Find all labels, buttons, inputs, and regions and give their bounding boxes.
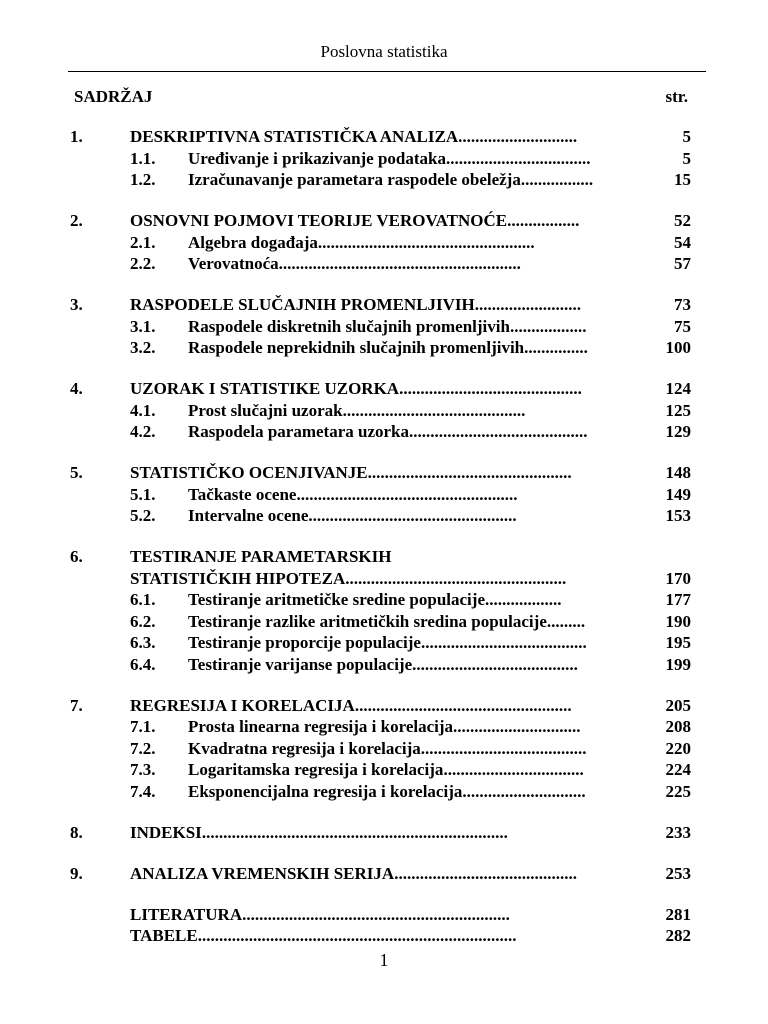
section-title: DESKRIPTIVNA STATISTIČKA ANALIZA bbox=[130, 127, 459, 146]
subsection-title-line bbox=[188, 632, 587, 654]
page-reference: 199 bbox=[665, 654, 691, 674]
subsection-title: Testiranje proporcije populacije bbox=[188, 633, 421, 652]
dot-leader: ....................................... bbox=[412, 654, 578, 674]
subsection-number: 1.2. bbox=[130, 170, 156, 189]
subsection-title: Izračunavanje parametara raspodele obeležja bbox=[188, 170, 521, 189]
subsection-title-line bbox=[188, 654, 578, 676]
page-reference: 225 bbox=[665, 781, 691, 801]
toc-title: SADRŽAJ bbox=[74, 87, 153, 106]
section-spacer bbox=[0, 275, 768, 295]
toc-subsection-row bbox=[0, 632, 768, 654]
subsection-number: 6.2. bbox=[130, 611, 156, 631]
subsection-title: Uređivanje i prikazivanje podataka bbox=[188, 148, 447, 168]
page-reference: 148 bbox=[665, 463, 691, 482]
section-title-line bbox=[130, 904, 510, 926]
section-number: 5. bbox=[70, 463, 83, 482]
page-reference: 208 bbox=[665, 717, 691, 736]
subsection-title-line bbox=[188, 232, 535, 254]
subsection-title: Intervalne ocene bbox=[188, 506, 309, 525]
section-number: 6. bbox=[70, 547, 83, 566]
page-reference: 73 bbox=[674, 295, 691, 314]
toc-subsection-row bbox=[0, 232, 768, 254]
page-reference: 195 bbox=[665, 633, 691, 652]
subsection-title: Testiranje aritmetičke sredine populacije bbox=[188, 590, 485, 609]
toc-section-row bbox=[0, 378, 768, 400]
toc-subsection-row bbox=[0, 611, 768, 633]
subsection-number: 3.2. bbox=[130, 338, 156, 357]
dot-leader: ............... bbox=[524, 338, 588, 357]
subsection-number: 6.1. bbox=[130, 590, 156, 609]
subsection-number: 4.2. bbox=[130, 422, 156, 441]
subsection-title: Kvadratna regresija i korelacija bbox=[188, 738, 421, 758]
dot-leader: ............................ bbox=[458, 127, 578, 146]
section-spacer bbox=[0, 191, 768, 211]
toc-subsection-row bbox=[0, 654, 768, 676]
subsection-number: 7.1. bbox=[130, 717, 156, 736]
subsection-number: 2.1. bbox=[130, 232, 156, 252]
toc-subsection-row bbox=[0, 589, 768, 611]
page-reference: 153 bbox=[665, 506, 691, 525]
page-reference: 15 bbox=[674, 170, 691, 189]
page-reference: 149 bbox=[665, 484, 691, 504]
dot-leader: ................................................... bbox=[354, 695, 572, 715]
toc-subsection-row bbox=[0, 759, 768, 781]
toc-subsection-row bbox=[0, 781, 768, 803]
toc-section-row bbox=[0, 462, 768, 484]
dot-leader: ........................................................................... bbox=[197, 926, 517, 945]
subsection-number: 7.4. bbox=[130, 781, 156, 801]
dot-leader: ............................................................... bbox=[242, 904, 510, 924]
subsection-title: Algebra događaja bbox=[188, 232, 318, 252]
section-title-line bbox=[130, 126, 577, 148]
toc-subsection-row bbox=[0, 421, 768, 443]
subsection-number: 6.3. bbox=[130, 633, 156, 652]
subsection-title-line bbox=[188, 421, 587, 443]
page-reference: 5 bbox=[682, 148, 691, 168]
page-reference: 125 bbox=[665, 400, 691, 420]
section-spacer bbox=[0, 802, 768, 822]
dot-leader: ........................................... bbox=[394, 863, 577, 883]
subsection-title-line bbox=[188, 505, 517, 527]
section-number: 1. bbox=[70, 127, 83, 146]
subsection-number: 6.4. bbox=[130, 654, 156, 674]
dot-leader: ................................................. bbox=[308, 506, 517, 525]
toc-subsection-row bbox=[0, 484, 768, 506]
subsection-number: 5.2. bbox=[130, 506, 156, 525]
subsection-title: Testiranje varijanse populacije bbox=[188, 654, 413, 674]
toc-subsection-row bbox=[0, 505, 768, 527]
table-of-contents bbox=[0, 126, 768, 947]
toc-heading-row bbox=[74, 87, 688, 107]
toc-subsection-row bbox=[0, 169, 768, 191]
page-reference: 253 bbox=[665, 863, 691, 883]
dot-leader: ........................................... bbox=[342, 400, 526, 420]
toc-subsection-row bbox=[0, 148, 768, 170]
section-number: 2. bbox=[70, 211, 83, 230]
section-title-line bbox=[130, 546, 392, 568]
dot-leader: ......... bbox=[546, 611, 586, 631]
section-spacer bbox=[0, 527, 768, 547]
toc-subsection-row bbox=[0, 738, 768, 760]
page-reference: 52 bbox=[674, 211, 691, 230]
subsection-title-line bbox=[188, 148, 591, 170]
page-column-label: str. bbox=[665, 87, 688, 106]
subsection-title: Raspodela parametara uzorka bbox=[188, 422, 409, 441]
dot-leader: ................................................ bbox=[367, 463, 572, 482]
dot-leader: ........................................................................ bbox=[201, 822, 508, 842]
section-title: LITERATURA bbox=[130, 904, 243, 924]
dot-leader: ....................................... bbox=[420, 633, 587, 652]
section-number: 8. bbox=[70, 822, 83, 842]
page-reference: 100 bbox=[665, 338, 691, 357]
section-spacer bbox=[0, 884, 768, 904]
section-number: 9. bbox=[70, 863, 83, 883]
section-title-line bbox=[130, 378, 582, 400]
subsection-number: 7.2. bbox=[130, 738, 156, 758]
subsection-title: Verovatnoća bbox=[188, 254, 279, 273]
dot-leader: .................................................... bbox=[345, 568, 567, 588]
dot-leader: ......................................................... bbox=[278, 254, 521, 273]
dot-leader: .............................. bbox=[453, 717, 581, 736]
toc-section-row bbox=[0, 546, 768, 568]
dot-leader: .................. bbox=[485, 590, 562, 609]
section-title: OSNOVNI POJMOVI TEORIJE VEROVATNOĆE bbox=[130, 211, 508, 230]
section-title: STATISTIČKO OCENJIVANJE bbox=[130, 463, 368, 482]
page-reference: 220 bbox=[665, 738, 691, 758]
section-title-line bbox=[130, 822, 508, 844]
subsection-number: 2.2. bbox=[130, 254, 156, 273]
dot-leader: ................. bbox=[507, 211, 580, 230]
section-title: REGRESIJA I KORELACIJA bbox=[130, 695, 355, 715]
section-title-line bbox=[130, 210, 579, 232]
dot-leader: .......................................... bbox=[408, 422, 588, 441]
section-number: 3. bbox=[70, 295, 83, 314]
page-reference: 124 bbox=[665, 379, 691, 398]
subsection-title-line bbox=[188, 781, 586, 803]
subsection-number: 4.1. bbox=[130, 400, 156, 420]
section-title-line bbox=[130, 462, 572, 484]
subsection-title-line bbox=[188, 337, 588, 359]
running-header-title: Poslovna statistika bbox=[320, 42, 448, 61]
subsection-title-line bbox=[188, 400, 525, 422]
page-reference: 5 bbox=[682, 127, 691, 146]
subsection-title-line bbox=[188, 716, 581, 738]
dot-leader: ....................................... bbox=[420, 738, 587, 758]
subsection-number: 3.1. bbox=[130, 316, 156, 336]
subsection-title-line bbox=[188, 253, 521, 275]
page-reference: 281 bbox=[665, 904, 691, 924]
section-title-line bbox=[130, 695, 572, 717]
dot-leader: ........................................... bbox=[399, 379, 582, 398]
dot-leader: .................. bbox=[509, 316, 587, 336]
dot-leader: ................................. bbox=[443, 760, 584, 779]
page-reference: 75 bbox=[674, 316, 691, 336]
page-reference: 129 bbox=[665, 422, 691, 441]
subsection-title: Prosta linearna regresija i korelacija bbox=[188, 717, 454, 736]
toc-section-row bbox=[0, 210, 768, 232]
page-reference: 170 bbox=[665, 568, 691, 588]
page-reference: 205 bbox=[665, 695, 691, 715]
toc-section-row bbox=[0, 695, 768, 717]
subsection-title: Testiranje razlike aritmetičkih sredina populacije bbox=[188, 611, 547, 631]
subsection-title-line bbox=[188, 738, 587, 760]
section-spacer bbox=[0, 843, 768, 863]
subsection-title: Prost slučajni uzorak bbox=[188, 400, 343, 420]
toc-section-row bbox=[0, 904, 768, 926]
page-reference: 224 bbox=[665, 760, 691, 779]
subsection-title-line bbox=[188, 316, 586, 338]
dot-leader: ............................. bbox=[462, 781, 586, 801]
section-title: TABELE bbox=[130, 926, 198, 945]
header-rule bbox=[68, 71, 706, 72]
subsection-title: Raspodele diskretnih slučajnih promenljivih bbox=[188, 316, 510, 336]
section-spacer bbox=[0, 359, 768, 379]
subsection-number: 7.3. bbox=[130, 760, 156, 779]
page-reference: 190 bbox=[665, 611, 691, 631]
section-spacer bbox=[0, 443, 768, 463]
subsection-number: 5.1. bbox=[130, 484, 156, 504]
section-title: TESTIRANJE PARAMETARSKIH bbox=[130, 547, 392, 566]
section-title: RASPODELE SLUČAJNIH PROMENLJIVIH bbox=[130, 295, 475, 314]
toc-section-row bbox=[0, 294, 768, 316]
section-title-line bbox=[130, 294, 581, 316]
page-number: 1 bbox=[379, 950, 389, 970]
toc-subsection-row bbox=[0, 316, 768, 338]
toc-subsection-row bbox=[0, 337, 768, 359]
section-title-line bbox=[130, 568, 566, 590]
dot-leader: .................................................... bbox=[296, 484, 518, 504]
page-reference: 57 bbox=[674, 254, 691, 273]
subsection-title-line bbox=[188, 589, 562, 611]
subsection-title-line bbox=[188, 611, 585, 633]
subsection-title: Eksponencijalna regresija i korelacija bbox=[188, 781, 463, 801]
section-title: UZORAK I STATISTIKE UZORKA bbox=[130, 379, 400, 398]
toc-section-row bbox=[0, 568, 768, 590]
section-title-line bbox=[130, 925, 516, 947]
toc-subsection-row bbox=[0, 400, 768, 422]
section-number: 7. bbox=[70, 695, 83, 715]
dot-leader: ......................... bbox=[474, 295, 582, 314]
page-reference: 233 bbox=[665, 822, 691, 842]
subsection-title: Raspodele neprekidnih slučajnih promenljivih bbox=[188, 338, 525, 357]
section-number: 4. bbox=[70, 379, 83, 398]
dot-leader: ................................................... bbox=[317, 232, 535, 252]
toc-section-row bbox=[0, 822, 768, 844]
page-reference: 177 bbox=[665, 590, 691, 609]
section-spacer bbox=[0, 675, 768, 695]
toc-section-row bbox=[0, 126, 768, 148]
section-title-line bbox=[130, 863, 577, 885]
section-title: STATISTIČKIH HIPOTEZA bbox=[130, 568, 346, 588]
subsection-title: Logaritamska regresija i korelacija bbox=[188, 760, 444, 779]
toc-subsection-row bbox=[0, 253, 768, 275]
page-reference: 54 bbox=[674, 232, 691, 252]
page-reference: 282 bbox=[665, 926, 691, 945]
dot-leader: .................................. bbox=[446, 148, 591, 168]
subsection-title-line bbox=[188, 169, 593, 191]
dot-leader: ................. bbox=[520, 170, 594, 189]
toc-subsection-row bbox=[0, 716, 768, 738]
toc-section-row bbox=[0, 925, 768, 947]
toc-section-row bbox=[0, 863, 768, 885]
section-title: INDEKSI bbox=[130, 822, 202, 842]
subsection-title-line bbox=[188, 484, 517, 506]
subsection-title: Tačkaste ocene bbox=[188, 484, 297, 504]
section-title: ANALIZA VREMENSKIH SERIJA bbox=[130, 863, 395, 883]
subsection-number: 1.1. bbox=[130, 148, 156, 168]
subsection-title-line bbox=[188, 759, 584, 781]
